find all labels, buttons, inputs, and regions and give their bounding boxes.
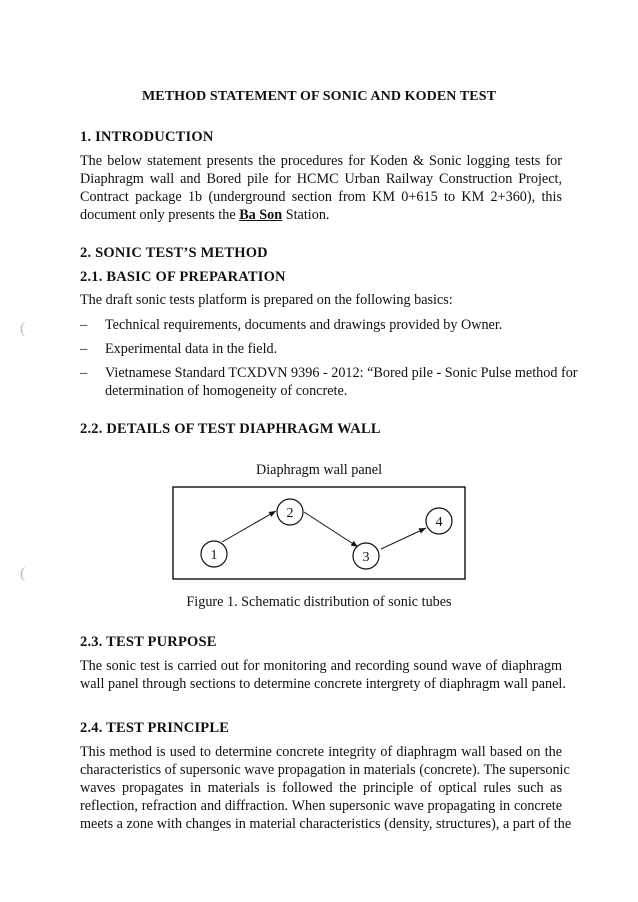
text-fragment: document only presents the xyxy=(80,207,240,223)
text-line: The draft sonic tests platform is prepared on the following basics: xyxy=(80,292,453,308)
wave-path-arrow xyxy=(304,512,358,547)
text-line: Contract package 1b (underground section from KM 0+615 to KM 2+360), this xyxy=(80,189,562,205)
document-title: METHOD STATEMENT OF SONIC AND KODEN TEST xyxy=(141,89,497,104)
bullet-text: Technical requirements, documents and drawings provided by Owner. xyxy=(105,317,503,333)
text-line: Vietnamese Standard TCXDVN 9396 - 2012: “Bored pile - Sonic Pulse method for xyxy=(105,365,578,381)
text-line: meets a zone with changes in material characteristics (density, structures), a part of the xyxy=(80,816,572,832)
section-heading-test-purpose: 2.3. TEST PURPOSE xyxy=(80,634,217,650)
principle-paragraph xyxy=(80,743,572,833)
text-line: characteristics of supersonic wave propagation in materials (concrete). The supersonic xyxy=(80,762,570,778)
sonic-tube-4 xyxy=(426,508,452,534)
text-line: waves propagates in materials is followed the principle of optical rules such as xyxy=(80,780,562,796)
sonic-tube-2 xyxy=(277,499,303,525)
text-line: The below statement presents the procedures for Koden & Sonic logging tests for xyxy=(80,153,562,169)
text-fragment: Station. xyxy=(282,207,330,223)
tube-label: 1 xyxy=(210,548,218,563)
sonic-tube-3 xyxy=(353,543,379,569)
bullet-text: Experimental data in the field. xyxy=(105,341,278,357)
text-line: Diaphragm wall and Bored pile for HCMC Urban Railway Construction Project, xyxy=(80,171,562,187)
text-line: The sonic test is carried out for monitoring and recording sound wave of diaphragm xyxy=(80,658,562,674)
text-line: reflection, refraction and diffraction. When supersonic wave propagating in concrete xyxy=(80,798,562,814)
diagram-title: Diaphragm wall panel xyxy=(255,462,383,478)
sonic-tube-1 xyxy=(201,541,227,567)
bullet-dash: – xyxy=(80,365,88,381)
wave-path-arrow xyxy=(381,528,426,549)
section-heading-details-diaphragm-wall: 2.2. DETAILS OF TEST DIAPHRAGM WALL xyxy=(80,421,381,437)
figure-caption: Figure 1. Schematic distribution of sonic tubes xyxy=(186,594,452,610)
station-name: Ba Son xyxy=(239,207,283,223)
text-line: wall panel through sections to determine concrete intergrety of diaphragm wall panel. xyxy=(80,676,566,692)
scan-margin-mark: ( xyxy=(20,320,26,337)
scan-margin-mark: ( xyxy=(20,565,26,582)
section-heading-basic-preparation: 2.1. BASIC OF PREPARATION xyxy=(80,269,286,285)
tube-label: 3 xyxy=(362,550,370,565)
section-heading-sonic-method: 2. SONIC TEST’S METHOD xyxy=(80,245,268,261)
wave-path-arrow xyxy=(222,511,276,542)
bullet-dash: – xyxy=(80,317,88,333)
section-heading-introduction: 1. INTRODUCTION xyxy=(80,129,214,145)
tube-label: 4 xyxy=(435,515,443,530)
text-line: determination of homogeneity of concrete. xyxy=(105,383,348,399)
purpose-paragraph xyxy=(80,657,566,693)
section-heading-test-principle: 2.4. TEST PRINCIPLE xyxy=(80,720,230,736)
tube-label: 2 xyxy=(286,506,294,521)
text-line: This method is used to determine concrete integrity of diaphragm wall based on the xyxy=(80,744,562,760)
bullet-dash: – xyxy=(80,341,88,357)
